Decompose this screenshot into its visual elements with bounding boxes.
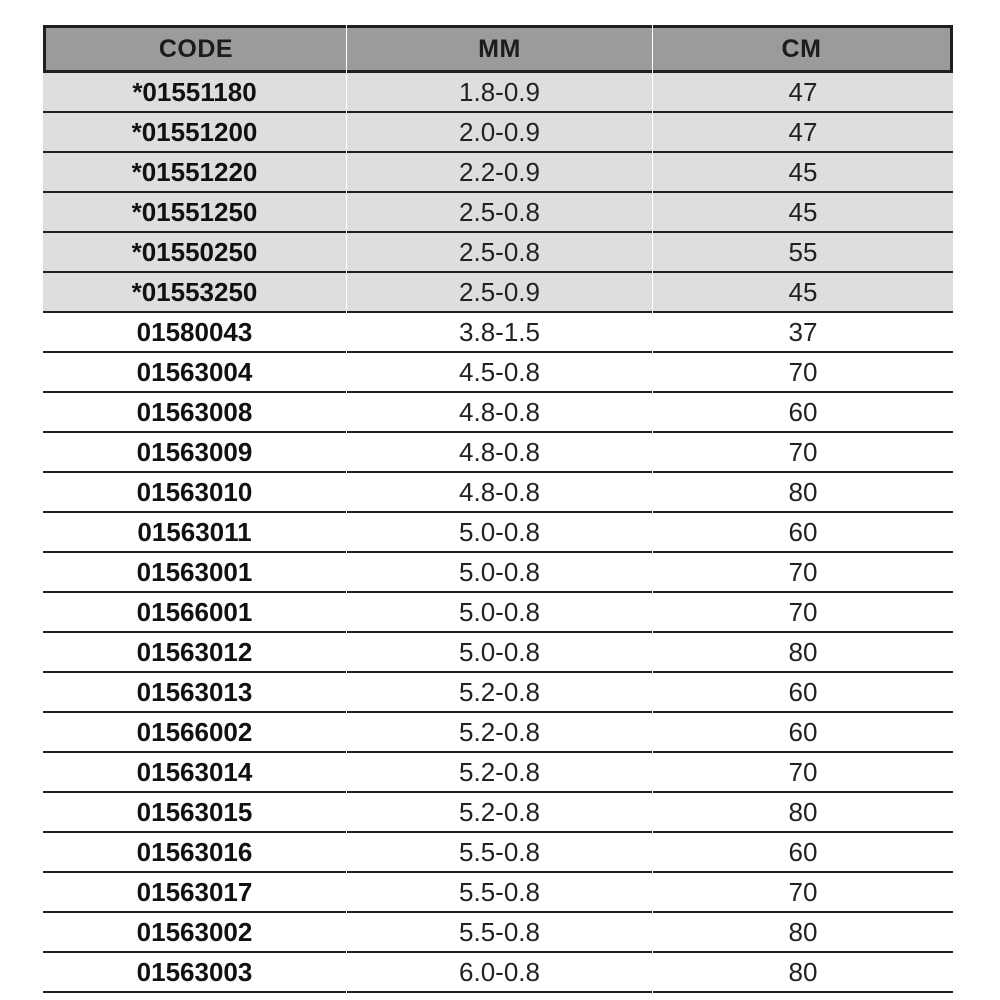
cm-cell: 70 [653,593,953,633]
cm-cell: 80 [653,913,953,953]
cm-cell: 37 [653,313,953,353]
mm-cell: 4.8-0.8 [347,433,652,473]
code-cell: *01551200 [43,113,346,153]
table-row [43,193,953,233]
cm-cell: 70 [653,433,953,473]
code-cell: *01553250 [43,273,346,313]
code-cell: *01551180 [43,73,346,113]
code-cell: 01563011 [43,513,346,553]
code-cell: 01563009 [43,433,346,473]
table-row [43,433,953,473]
table-row [43,153,953,193]
code-cell: 01563003 [43,953,346,993]
code-cell: 01563004 [43,353,346,393]
mm-cell: 2.2-0.9 [347,153,652,193]
cm-cell: 47 [653,73,953,113]
cm-cell: 80 [653,473,953,513]
table-row [43,713,953,753]
code-cell: 01563016 [43,833,346,873]
cm-cell: 45 [653,273,953,313]
table-row [43,873,953,913]
column-header-cm: CM [653,25,953,73]
cm-cell: 60 [653,393,953,433]
code-cell: 01563012 [43,633,346,673]
cm-cell: 55 [653,233,953,273]
cm-cell: 45 [653,153,953,193]
cm-cell: 70 [653,753,953,793]
mm-cell: 4.8-0.8 [347,473,652,513]
cm-cell: 60 [653,513,953,553]
table-row [43,233,953,273]
code-cell: 01563010 [43,473,346,513]
table-row [43,473,953,513]
code-cell: 01563002 [43,913,346,953]
column-header-code: CODE [43,25,346,73]
mm-cell: 5.5-0.8 [347,833,652,873]
cm-cell: 80 [653,633,953,673]
mm-cell: 6.0-0.8 [347,953,652,993]
table-row [43,913,953,953]
cm-cell: 45 [653,193,953,233]
table-row [43,953,953,993]
code-cell: *01550250 [43,233,346,273]
table-row [43,553,953,593]
code-cell: 01580043 [43,313,346,353]
mm-cell: 2.5-0.9 [347,273,652,313]
mm-cell: 5.0-0.8 [347,513,652,553]
mm-cell: 5.2-0.8 [347,713,652,753]
table-row [43,273,953,313]
mm-cell: 5.0-0.8 [347,633,652,673]
mm-cell: 5.0-0.8 [347,593,652,633]
size-spec-table [42,25,954,993]
cm-cell: 70 [653,873,953,913]
table-row [43,393,953,433]
table-row [43,793,953,833]
table-row [43,753,953,793]
mm-cell: 5.5-0.8 [347,913,652,953]
table-body [43,73,953,993]
table-row [43,593,953,633]
table-row [43,673,953,713]
column-header-mm: MM [347,25,652,73]
table-row [43,353,953,393]
code-cell: 01563014 [43,753,346,793]
mm-cell: 5.0-0.8 [347,553,652,593]
table-row [43,513,953,553]
code-cell: 01563015 [43,793,346,833]
cm-cell: 60 [653,713,953,753]
code-cell: *01551220 [43,153,346,193]
mm-cell: 2.0-0.9 [347,113,652,153]
mm-cell: 5.2-0.8 [347,673,652,713]
cm-cell: 47 [653,113,953,153]
code-cell: 01563001 [43,553,346,593]
mm-cell: 4.8-0.8 [347,393,652,433]
code-cell: 01563008 [43,393,346,433]
table-row [43,113,953,153]
cm-cell: 80 [653,793,953,833]
code-cell: *01551250 [43,193,346,233]
header-row [43,25,953,73]
mm-cell: 5.5-0.8 [347,873,652,913]
mm-cell: 3.8-1.5 [347,313,652,353]
mm-cell: 4.5-0.8 [347,353,652,393]
cm-cell: 80 [653,953,953,993]
mm-cell: 2.5-0.8 [347,233,652,273]
mm-cell: 1.8-0.9 [347,73,652,113]
code-cell: 01566002 [43,713,346,753]
code-cell: 01566001 [43,593,346,633]
code-cell: 01563017 [43,873,346,913]
mm-cell: 5.2-0.8 [347,793,652,833]
cm-cell: 70 [653,353,953,393]
mm-cell: 5.2-0.8 [347,753,652,793]
table-row [43,633,953,673]
table-row [43,313,953,353]
cm-cell: 60 [653,833,953,873]
code-cell: 01563013 [43,673,346,713]
table-row [43,833,953,873]
cm-cell: 70 [653,553,953,593]
table-header [43,25,953,73]
table-row [43,73,953,113]
mm-cell: 2.5-0.8 [347,193,652,233]
cm-cell: 60 [653,673,953,713]
